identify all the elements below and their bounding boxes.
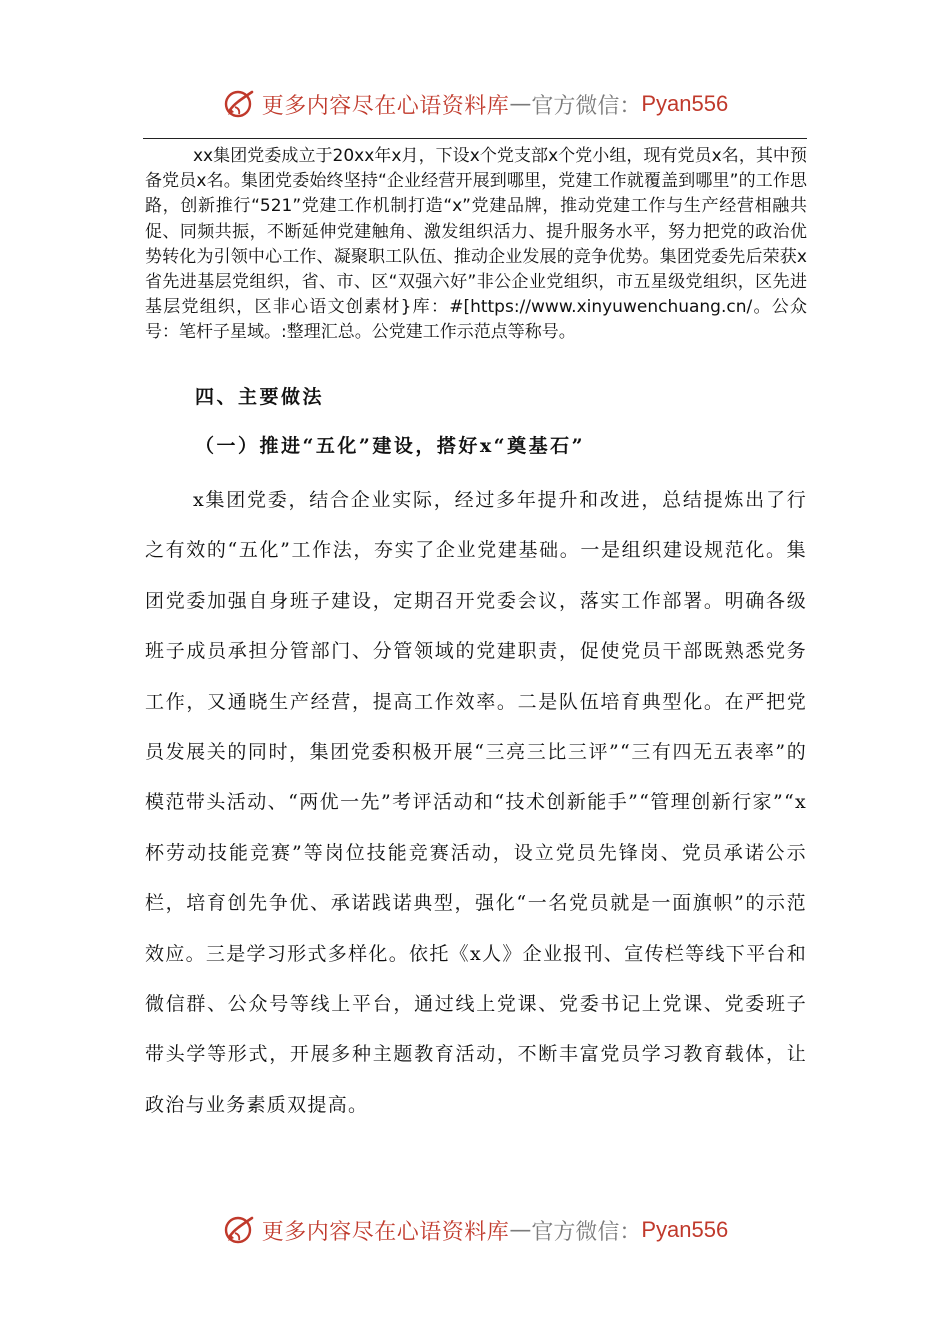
footer-banner	[0, 1208, 950, 1252]
banner-wechat-label: 官方微信：	[531, 93, 642, 119]
header-rule	[143, 138, 807, 139]
section-heading: 四、主要做法	[195, 386, 325, 408]
banner-separator: —	[509, 91, 532, 117]
banner-text: 更多内容尽在心语资料库	[261, 1219, 510, 1245]
banner-wechat-id: Pyan556	[641, 91, 729, 116]
subsection-heading: （一）推进“五化”建设，搭好x“奠基石”	[195, 435, 586, 457]
banner-separator: —	[509, 1217, 532, 1243]
banner-wechat-label: 官方微信：	[531, 1219, 642, 1245]
banner-wechat-id: Pyan556	[641, 1217, 729, 1242]
body-paragraph: x集团党委，结合企业实际，经过多年提升和改进，总结提炼出了行之有效的“五化”工作法，夯实了企业党建基础。一是组织建设规范化。集团党委加强自身班子建设，定期召开党委会议，落实工作部署。明确各级班子成员承担分管部门、分管领域的党建职责，促使党员干部既熟悉党务工作，又通晓生产经营，提高工作效率。二是队伍培育典型化。在严把党员发展关的同时，集团党委积极开展“三亮三比三评”“三有四无五表率”的模范带头活动、“两优一先”考评活动和“技术创新能手”“管理创新行家”“x杯劳动技能竞赛”等岗位技能竞赛活动，设立党员先锋岗、党员承诺公示栏，培育创先争优、承诺践诺典型，强化“一名党员就是一面旗帜”的示范效应。三是学习形式多样化。依托《x人》企业报刊、宣传栏等线下平台和微信群、公众号等线上平台，通过线上党课、党委书记上党课、党委班子带头学等形式，开展多种主题教育活动，不断丰富党员学习教育载体，让政治与业务素质双提高。	[145, 489, 807, 1116]
header-banner	[0, 82, 950, 126]
pen-logo-icon	[222, 1212, 258, 1248]
intro-paragraph: xx集团党委成立于20xx年x月，下设x个党支部x个党小组，现有党员x名，其中预备党员x名。集团党委始终坚持“企业经营开展到哪里，党建工作就覆盖到哪里”的工作思路，创新推行“521”党建工作机制打造“x”党建品牌，推动党建工作与生产经营相融共促、同频共振，不断延伸党建触角、激发组织活力、提升服务水平，努力把党的政治优势转化为引领中心工作、凝聚职工队伍、推动企业发展的竞争优势。集团党委先后荣获x省先进基层党组织，省、市、区“双强六好”非公企业党组织，市五星级党组织，区先进基层党组织，区非心语文创素材}库：#[https://www.xinyuwenchuang.cn/。公众号：笔杆子星域。:整理汇总。公党建工作示范点等称号。	[145, 146, 807, 343]
pen-logo-icon	[222, 86, 258, 122]
banner-text: 更多内容尽在心语资料库	[261, 93, 510, 119]
